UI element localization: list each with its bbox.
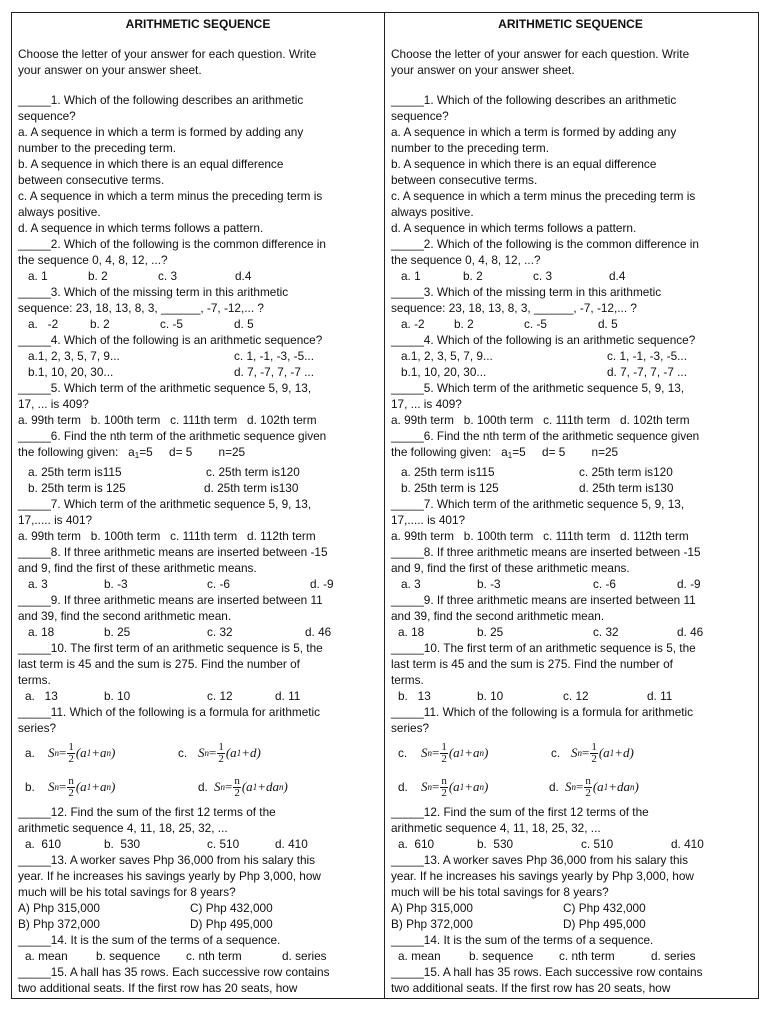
- question-13-stem: _____13. A worker saves Php 36,000 from his salary this: [391, 853, 689, 867]
- question-12-options: [391, 836, 750, 852]
- option-d: d. 7, -7, 7, -7 ...: [607, 365, 687, 379]
- question-7-options: a. 99th term b. 100th term c. 111th term d. 112th term: [391, 529, 689, 543]
- option-d: d.4: [609, 269, 626, 283]
- question-5-stem: 17, ... is 409?: [391, 397, 462, 411]
- question-6-options: [18, 464, 378, 480]
- question-9-options: [18, 624, 378, 640]
- option-c: c. 510: [581, 837, 614, 851]
- option-b: b. 25th term is 125: [28, 481, 126, 495]
- option-c: c. 12: [207, 689, 233, 703]
- question-3-stem: sequence: 23, 18, 13, 8, 3, ______, -7, -12,... ?: [391, 301, 637, 315]
- question-8-stem: _____8. If three arithmetic means are inserted between -15: [18, 545, 328, 559]
- question-14-stem: _____14. It is the sum of the terms of a sequence.: [391, 933, 654, 947]
- option-c: c. -5: [524, 317, 547, 331]
- question-15-stem: _____15. A hall has 35 rows. Each successive row contains: [18, 965, 330, 979]
- instructions-line: your answer on your answer sheet.: [391, 63, 575, 77]
- option-label: c.: [178, 746, 188, 760]
- option-c: c. 3: [533, 269, 553, 283]
- option-c: c. 25th term is120: [206, 465, 300, 479]
- option-a: a.1, 2, 3, 5, 7, 9...: [28, 349, 120, 363]
- question-13-options: [18, 900, 378, 916]
- question-12-stem: _____12. Find the sum of the first 12 terms of the: [391, 805, 649, 819]
- option-label: a.: [25, 746, 35, 760]
- question-13-stem: much will be his total savings for 8 years?: [18, 885, 236, 899]
- option-d: d. 5: [598, 317, 618, 331]
- question-3-stem: sequence: 23, 18, 13, 8, 3, ______, -7, -12,... ?: [18, 301, 264, 315]
- instructions-line: your answer on your answer sheet.: [18, 63, 202, 77]
- option-b: b. 530: [104, 837, 141, 851]
- option-d: d. 5: [234, 317, 254, 331]
- question-13-stem: year. If he increases his savings yearly by Php 3,000, how: [391, 869, 694, 883]
- question-1-option: number to the preceding term.: [18, 141, 177, 155]
- option-a: A) Php 315,000: [18, 901, 100, 915]
- option-a: a. 3: [401, 577, 421, 591]
- option-a: a. 25th term is115: [401, 465, 495, 479]
- option-c: c. 3: [158, 269, 178, 283]
- question-10-options: [391, 688, 750, 704]
- question-10-stem: last term is 45 and the sum is 275. Find the number of: [18, 657, 300, 671]
- question-4-options: [391, 348, 750, 364]
- question-4-options: [391, 364, 750, 380]
- question-14-options: [18, 948, 378, 964]
- formula-b: S n = $\frac{n}{2}$ (a 1 +a n ): [48, 774, 116, 799]
- option-d: d. 11: [275, 689, 301, 703]
- option-b: B) Php 372,000: [391, 917, 473, 931]
- option-d: d. 46: [677, 625, 704, 639]
- question-7-options: a. 99th term b. 100th term c. 111th term d. 112th term: [18, 529, 316, 543]
- option-d: d. 410: [275, 837, 308, 851]
- question-6-options: [18, 480, 378, 496]
- question-10-stem: _____10. The first term of an arithmetic sequence is 5, the: [391, 641, 696, 655]
- option-d: d. -9: [677, 577, 701, 591]
- option-label: d.: [198, 780, 208, 794]
- option-c: c. 1, -1, -3, -5...: [607, 349, 687, 363]
- question-2-stem: _____2. Which of the following is the common difference in: [18, 237, 326, 251]
- question-8-options: [391, 576, 750, 592]
- formula-a: S n = $\frac{1}{2}$ (a 1 +a n ): [421, 740, 489, 765]
- question-15-stem: two additional seats. If the first row has 20 seats, how: [391, 981, 671, 995]
- option-d: d. 11: [647, 689, 673, 703]
- option-d: d. 25th term is130: [204, 481, 299, 495]
- question-13-stem: year. If he increases his savings yearly by Php 3,000, how: [18, 869, 321, 883]
- question-1-option: always positive.: [391, 205, 474, 219]
- option-b: b. sequence: [469, 949, 534, 963]
- question-12-options: [18, 836, 378, 852]
- question-5-stem: _____5. Which term of the arithmetic sequence 5, 9, 13,: [18, 381, 312, 395]
- option-c: c. -5: [160, 317, 183, 331]
- option-c: C) Php 432,000: [190, 901, 273, 915]
- question-1-option: b. A sequence in which there is an equal difference: [18, 157, 284, 171]
- question-2-options: [18, 268, 378, 284]
- option-b: b. 2: [463, 269, 483, 283]
- question-7-stem: 17,..... is 401?: [391, 513, 466, 527]
- option-b: b.1, 10, 20, 30...: [401, 365, 487, 379]
- question-10-stem: last term is 45 and the sum is 275. Find the number of: [391, 657, 673, 671]
- option-label: c.: [551, 746, 561, 760]
- option-label: d.: [398, 780, 408, 794]
- question-9-stem: and 39, find the second arithmetic mean.: [18, 609, 232, 623]
- option-a: a. mean: [25, 949, 68, 963]
- option-c: c. 510: [207, 837, 240, 851]
- formula-d: S n = $\frac{n}{2}$ (a 1 +da n ): [565, 774, 639, 799]
- option-d: D) Php 495,000: [563, 917, 646, 931]
- question-1-option: d. A sequence in which terms follows a pattern.: [391, 221, 637, 235]
- option-a: a. -2: [28, 317, 59, 331]
- option-a: A) Php 315,000: [391, 901, 473, 915]
- question-2-stem: the sequence 0, 4, 8, 12, ...?: [18, 253, 168, 267]
- option-b: b. 2: [90, 317, 110, 331]
- question-13-stem: _____13. A worker saves Php 36,000 from his salary this: [18, 853, 316, 867]
- option-d: d. 25th term is130: [579, 481, 674, 495]
- option-c: c. 12: [563, 689, 589, 703]
- question-1-option: a. A sequence in which a term is formed by adding any: [18, 125, 304, 139]
- question-2-stem: the sequence 0, 4, 8, 12, ...?: [391, 253, 541, 267]
- question-7-stem: _____7. Which term of the arithmetic sequence 5, 9, 13,: [18, 497, 312, 511]
- question-6-stem: _____6. Find the nth term of the arithmetic sequence given: [391, 429, 700, 443]
- right-column: [384, 13, 756, 998]
- option-a: a. 18: [28, 625, 55, 639]
- option-d: d.4: [235, 269, 252, 283]
- option-d: d. 7, -7, 7, -7 ...: [234, 365, 314, 379]
- option-b: b. 10: [104, 689, 131, 703]
- question-10-options: [18, 688, 378, 704]
- question-11-stem: series?: [391, 721, 430, 735]
- left-column: [12, 13, 384, 998]
- question-1-stem: sequence?: [18, 109, 76, 123]
- question-6-given: the following given: a1=5 d= 5 n=25: [18, 445, 246, 460]
- question-12-stem: arithmetic sequence 4, 11, 18, 25, 32, ...: [18, 821, 228, 835]
- option-b: b. 25: [104, 625, 131, 639]
- option-c: c. nth term: [186, 949, 242, 963]
- option-c: c. 32: [593, 625, 619, 639]
- option-a: a. 610: [25, 837, 62, 851]
- option-d: d. 46: [305, 625, 332, 639]
- question-7-stem: _____7. Which term of the arithmetic sequence 5, 9, 13,: [391, 497, 685, 511]
- question-3-stem: _____3. Which of the missing term in this arithmetic: [391, 285, 662, 299]
- option-a: a. 610: [398, 837, 435, 851]
- question-1-option: c. A sequence in which a term minus the preceding term is: [18, 189, 323, 203]
- option-b: b. 2: [454, 317, 474, 331]
- option-b: B) Php 372,000: [18, 917, 100, 931]
- question-9-stem: _____9. If three arithmetic means are inserted between 11: [391, 593, 696, 607]
- question-8-stem: _____8. If three arithmetic means are inserted between -15: [391, 545, 701, 559]
- question-13-stem: much will be his total savings for 8 years?: [391, 885, 609, 899]
- option-b: b. sequence: [96, 949, 161, 963]
- question-4-stem: _____4. Which of the following is an arithmetic sequence?: [18, 333, 323, 347]
- question-13-options: [391, 900, 750, 916]
- option-a: a. 18: [398, 625, 425, 639]
- option-label: c.: [398, 746, 408, 760]
- option-b: b. 2: [88, 269, 108, 283]
- option-d: D) Php 495,000: [190, 917, 273, 931]
- question-3-options: [18, 316, 378, 332]
- question-1-stem: _____1. Which of the following describes an arithmetic: [18, 93, 304, 107]
- question-6-options: [391, 464, 750, 480]
- option-a: a. mean: [398, 949, 441, 963]
- question-11-options: [391, 770, 750, 804]
- option-c: c. -6: [593, 577, 616, 591]
- option-c: c. 25th term is120: [579, 465, 673, 479]
- option-b: b. 10: [477, 689, 504, 703]
- option-c: c. -6: [207, 577, 230, 591]
- option-d: d. series: [651, 949, 696, 963]
- formula-b: S n = $\frac{n}{2}$ (a 1 +a n ): [421, 774, 489, 799]
- option-a: a. 13: [25, 689, 58, 703]
- question-3-options: [391, 316, 750, 332]
- question-3-stem: _____3. Which of the missing term in this arithmetic: [18, 285, 289, 299]
- question-5-options: a. 99th term b. 100th term c. 111th term d. 102th term: [18, 413, 317, 427]
- question-8-options: [18, 576, 378, 592]
- option-a: a. 25th term is115: [28, 465, 122, 479]
- question-2-stem: _____2. Which of the following is the common difference in: [391, 237, 699, 251]
- question-9-options: [391, 624, 750, 640]
- option-c: c. nth term: [559, 949, 615, 963]
- question-8-stem: and 9, find the first of these arithmetic means.: [391, 561, 630, 575]
- question-11-stem: series?: [18, 721, 57, 735]
- question-13-options: [18, 916, 378, 932]
- question-10-stem: terms.: [391, 673, 424, 687]
- formula-a: S n = $\frac{1}{2}$ (a 1 +a n ): [48, 740, 116, 765]
- question-11-stem: _____11. Which of the following is a formula for arithmetic: [391, 705, 694, 719]
- question-1-option: c. A sequence in which a term minus the preceding term is: [391, 189, 696, 203]
- page-title: ARITHMETIC SEQUENCE: [498, 17, 643, 31]
- question-1-option: between consecutive terms.: [18, 173, 165, 187]
- question-1-option: always positive.: [18, 205, 101, 219]
- option-c: C) Php 432,000: [563, 901, 646, 915]
- question-14-options: [391, 948, 750, 964]
- option-a: b. 13: [398, 689, 431, 703]
- question-4-options: [18, 348, 378, 364]
- option-b: b. 25th term is 125: [401, 481, 499, 495]
- question-9-stem: and 39, find the second arithmetic mean.: [391, 609, 605, 623]
- question-12-stem: _____12. Find the sum of the first 12 terms of the: [18, 805, 276, 819]
- option-b: b. 530: [477, 837, 514, 851]
- question-5-stem: _____5. Which term of the arithmetic sequence 5, 9, 13,: [391, 381, 685, 395]
- option-c: c. 1, -1, -3, -5...: [234, 349, 314, 363]
- question-6-stem: _____6. Find the nth term of the arithmetic sequence given: [18, 429, 327, 443]
- question-11-stem: _____11. Which of the following is a formula for arithmetic: [18, 705, 321, 719]
- instructions-line: Choose the letter of your answer for each question. Write: [391, 47, 690, 61]
- question-11-options: [18, 736, 378, 770]
- option-b: b. -3: [477, 577, 501, 591]
- option-a: a. 1: [28, 269, 48, 283]
- option-c: c. 32: [207, 625, 233, 639]
- option-b: b.1, 10, 20, 30...: [28, 365, 114, 379]
- formula-d: S n = $\frac{n}{2}$ (a 1 +da n ): [214, 774, 288, 799]
- option-b: b. 25: [477, 625, 504, 639]
- question-1-option: b. A sequence in which there is an equal difference: [391, 157, 657, 171]
- question-6-options: [391, 480, 750, 496]
- option-b: b. -3: [104, 577, 128, 591]
- option-a: a. 3: [28, 577, 48, 591]
- question-11-options: [391, 736, 750, 770]
- question-10-stem: _____10. The first term of an arithmetic sequence is 5, the: [18, 641, 323, 655]
- page-title: ARITHMETIC SEQUENCE: [125, 17, 271, 31]
- question-1-option: number to the preceding term.: [391, 141, 550, 155]
- question-11-options: [18, 770, 378, 804]
- question-4-stem: _____4. Which of the following is an arithmetic sequence?: [391, 333, 696, 347]
- question-1-option: a. A sequence in which a term is formed by adding any: [391, 125, 677, 139]
- option-a: a. -2: [401, 317, 425, 331]
- question-13-options: [391, 916, 750, 932]
- question-10-stem: terms.: [18, 673, 51, 687]
- question-1-option: d. A sequence in which terms follows a pattern.: [18, 221, 264, 235]
- question-2-options: [391, 268, 750, 284]
- question-9-stem: _____9. If three arithmetic means are inserted between 11: [18, 593, 323, 607]
- question-8-stem: and 9, find the first of these arithmetic means.: [18, 561, 257, 575]
- option-label: d.: [549, 780, 559, 794]
- option-d: d. series: [282, 949, 327, 963]
- question-7-stem: 17,..... is 401?: [18, 513, 93, 527]
- question-14-stem: _____14. It is the sum of the terms of a sequence.: [18, 933, 281, 947]
- question-5-stem: 17, ... is 409?: [18, 397, 89, 411]
- question-15-stem: two additional seats. If the first row has 20 seats, how: [18, 981, 298, 995]
- question-12-stem: arithmetic sequence 4, 11, 18, 25, 32, ...: [391, 821, 601, 835]
- option-a: a. 1: [401, 269, 421, 283]
- question-6-given: the following given: a1=5 d= 5 n=25: [391, 445, 619, 460]
- question-5-options: a. 99th term b. 100th term c. 111th term d. 102th term: [391, 413, 690, 427]
- option-d: d. 410: [671, 837, 704, 851]
- option-label: b.: [25, 780, 35, 794]
- instructions-line: Choose the letter of your answer for each question. Write: [18, 47, 317, 61]
- formula-c: S n = $\frac{1}{2}$ (a 1 +d): [198, 740, 261, 765]
- question-1-stem: _____1. Which of the following describes an arithmetic: [391, 93, 677, 107]
- option-a: a.1, 2, 3, 5, 7, 9...: [401, 349, 493, 363]
- worksheet: [11, 12, 759, 999]
- question-4-options: [18, 364, 378, 380]
- question-1-option: between consecutive terms.: [391, 173, 538, 187]
- formula-c: S n = $\frac{1}{2}$ (a 1 +d): [571, 740, 634, 765]
- option-d: d. -9: [310, 577, 334, 591]
- question-1-stem: sequence?: [391, 109, 449, 123]
- question-15-stem: _____15. A hall has 35 rows. Each successive row contains: [391, 965, 703, 979]
